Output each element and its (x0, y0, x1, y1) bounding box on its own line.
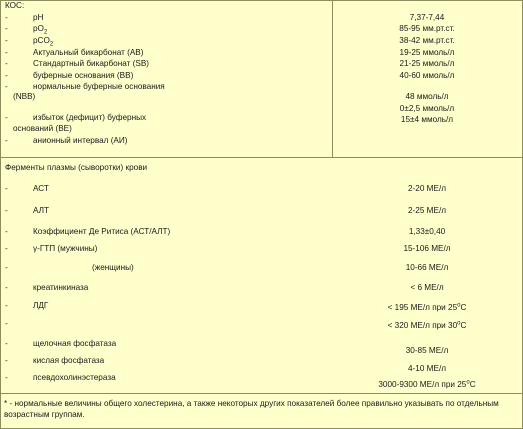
param-value: 7,37-7,44 (409, 13, 445, 22)
list-dash: - (5, 48, 8, 57)
param-value: 38-42 мм.рт.ст. (399, 36, 455, 45)
row-divider (1, 157, 522, 158)
section-heading-kos: КОС: (5, 1, 25, 10)
list-dash: - (5, 36, 8, 45)
param-label: буферные основания (ВВ) (33, 71, 134, 80)
enzyme-value: 15-106 МЕ/л (403, 244, 451, 253)
param-label: анионный интервал (АИ) (33, 136, 128, 145)
param-value: 19-25 ммоль/л (399, 48, 455, 57)
list-dash: - (5, 283, 8, 292)
list-dash: - (5, 244, 8, 253)
footnote: * - нормальные величины общего холестерина, а также некоторых других показателей более правильно указывать по отдельным возрастным группам. (4, 399, 499, 419)
list-dash: - (5, 59, 8, 68)
param-value: 0±2,5 ммоль/л (399, 104, 455, 113)
param-label-cont: оснований (ВЕ) (13, 124, 72, 133)
param-label: Актуальный бикарбонат (АВ) (33, 48, 144, 57)
list-dash: - (5, 24, 8, 33)
param-label: pCO$_2$ (33, 36, 54, 48)
param-value: 85-95 мм.рт.ст. (399, 24, 455, 33)
list-dash: - (5, 82, 8, 91)
enzyme-value: 2-20 МЕ/л (408, 184, 446, 193)
list-dash: - (5, 184, 8, 193)
list-dash: - (5, 113, 8, 122)
list-dash: - (5, 356, 8, 365)
enzyme-value: 4-10 МЕ/л (408, 364, 446, 373)
enzyme-label: щелочная фосфатаза (33, 339, 117, 348)
enzyme-value: 30-85 МЕ/л (405, 346, 449, 355)
enzyme-value: 10-66 МЕ/л (405, 263, 449, 272)
param-value: 21-25 ммоль/л (399, 59, 455, 68)
param-label-cont: (NBB) (13, 92, 36, 101)
section-heading-enzymes: Ферменты плазмы (сыворотки) крови (5, 163, 148, 172)
enzyme-label: АЛТ (33, 206, 50, 215)
param-value: 40-60 ммоль/л (399, 71, 455, 80)
enzyme-label: Коэффициент Де Ритиса (АСТ/АЛТ) (33, 227, 171, 236)
param-label: $pO_2$ (33, 24, 48, 36)
param-label: нормальные буферные основания (33, 82, 165, 91)
enzyme-value: < 6 МЕ/л (410, 283, 444, 292)
enzyme-label: γ-ГТП (мужчины) (33, 244, 98, 253)
param-label: pH (33, 13, 44, 22)
list-dash: - (5, 136, 8, 145)
enzyme-label: ЛДГ (33, 301, 49, 310)
list-dash: - (5, 13, 8, 22)
list-dash: - (5, 206, 8, 215)
enzyme-label: кислая фосфатаза (33, 356, 105, 365)
param-label: Стандартный бикарбонат (SB) (33, 59, 150, 68)
list-dash: - (5, 339, 8, 348)
param-value: 15±4 ммоль/л (400, 115, 454, 124)
enzyme-value: 1,33±0,40 (408, 227, 446, 236)
enzyme-label: псевдохолинэстераза (33, 373, 116, 382)
param-label: избыток (дефицит) буферных (33, 113, 147, 122)
list-dash: - (5, 301, 8, 310)
enzyme-label: АСТ (33, 184, 49, 193)
row-divider (1, 393, 522, 394)
enzyme-value: < 195 МЕ/л при 25$^o$С (387, 302, 467, 312)
list-dash: - (5, 373, 8, 382)
enzyme-label: (женщины) (92, 263, 134, 272)
list-dash: - (5, 227, 8, 236)
enzyme-label: креатинкиназа (33, 283, 89, 292)
enzyme-value: < 320 МЕ/л при 30$^o$С (387, 320, 467, 330)
list-dash: - (5, 71, 8, 80)
enzyme-value: 3000-9300 МЕ/л при 25$^o$С (378, 379, 476, 389)
list-dash: - (5, 319, 8, 328)
list-dash: - (5, 263, 8, 272)
param-value: 48 ммоль/л (405, 92, 449, 101)
enzyme-value: 2-25 МЕ/л (408, 206, 446, 215)
